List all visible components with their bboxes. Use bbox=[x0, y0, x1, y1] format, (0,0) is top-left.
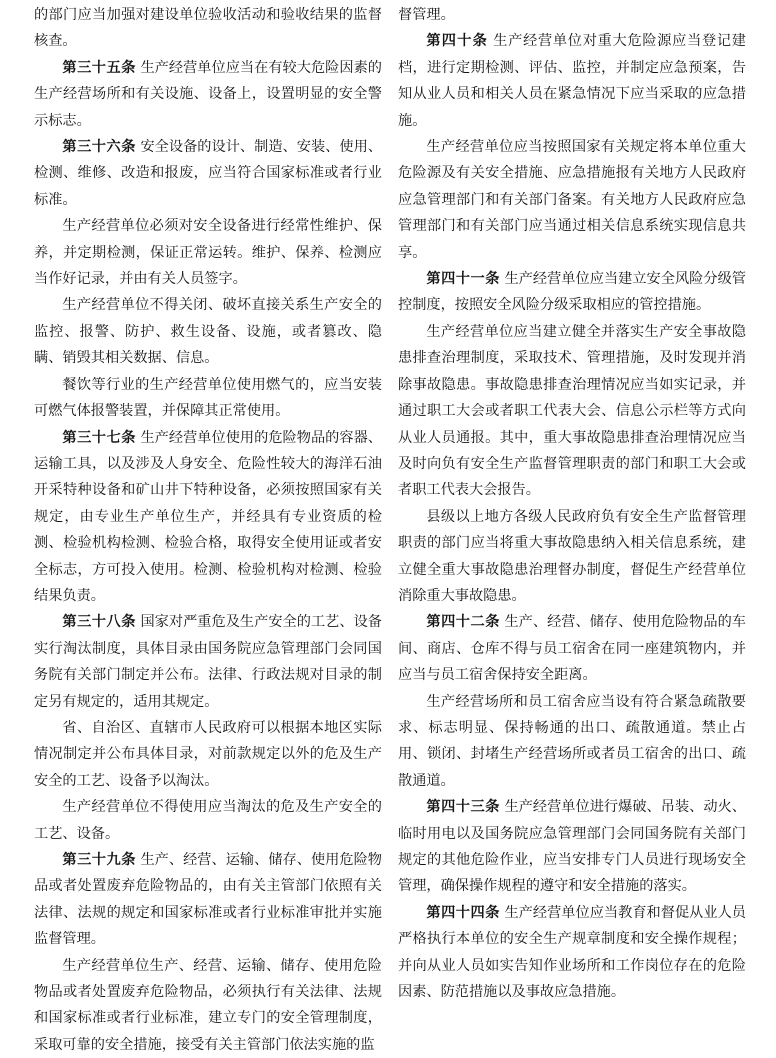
paragraph bbox=[398, 504, 746, 610]
article-paragraph bbox=[398, 28, 746, 134]
article-heading: 第四十二条 bbox=[426, 614, 500, 631]
paragraph-text: 生产经营单位对重大危险源应当登记建档，进行定期检测、评估、监控，并制定应急预案，告知从业人员和相关人员在紧急情况下应当采取的应急措施。 bbox=[398, 33, 746, 129]
article-paragraph bbox=[34, 847, 382, 953]
paragraph-text: 督管理。 bbox=[398, 7, 455, 23]
article-paragraph bbox=[398, 900, 746, 1006]
paragraph bbox=[34, 715, 382, 794]
paragraph bbox=[398, 689, 746, 795]
article-paragraph bbox=[34, 425, 382, 610]
paragraph-text: 生产经营单位不得使用应当淘汰的危及生产安全的工艺、设备。 bbox=[34, 799, 382, 842]
article-heading: 第四十一条 bbox=[426, 271, 500, 288]
paragraph bbox=[34, 372, 382, 425]
article-paragraph bbox=[34, 134, 382, 213]
paragraph bbox=[34, 2, 382, 55]
paragraph-text: 生产经营单位生产、经营、运输、储存、使用危险物品或者处置废弃危险物品，必须执行有关法律、法规和国家标准或者行业标准，建立专门的安全管理制度，采取可靠的安全措施，接受有关主管部门依法实施的监 bbox=[34, 957, 382, 1053]
article-paragraph bbox=[398, 794, 746, 900]
article-heading: 第三十五条 bbox=[62, 59, 136, 76]
article-heading: 第三十六条 bbox=[62, 139, 136, 156]
paragraph-text: 生产经营单位进行爆破、吊装、动火、临时用电以及国务院应急管理部门会同国务院有关部门规定的其他危险作业，应当安排专门人员进行现场安全管理，确保操作规程的遵守和安全措施的落实。 bbox=[398, 799, 746, 895]
paragraph-text: 生产经营单位不得关闭、破坏直接关系生产安全的监控、报警、防护、救生设备、设施，或者篡改、隐瞒、销毁其相关数据、信息。 bbox=[34, 297, 382, 367]
paragraph-text: 生产经营单位应当建立健全并落实生产安全事故隐患排查治理制度，采取技术、管理措施，及时发现并消除事故隐患。事故隐患排查治理情况应当如实记录，并通过职工大会或者职工代表大会、信息公示栏等方式向从业人员通报。其中，重大事故隐患排查治理情况应当及时向负有安全生产监督管理职责的部门和职工大会或者职工代表大会报告。 bbox=[398, 323, 746, 499]
paragraph-text: 生产、经营、运输、储存、使用危险物品或者处置废弃危险物品的，由有关主管部门依照有关法律、法规的规定和国家标准或者行业标准审批并实施监督管理。 bbox=[34, 852, 382, 948]
paragraph-text: 生产经营单位应当教育和督促从业人员严格执行本单位的安全生产规章制度和安全操作规程；并向从业人员如实告知作业场所和工作岗位存在的危险因素、防范措施以及事故应急措施。 bbox=[398, 904, 746, 1001]
paragraph bbox=[398, 2, 746, 28]
paragraph-text: 餐饮等行业的生产经营单位使用燃气的，应当安装可燃气体报警装置，并保障其正常使用。 bbox=[34, 376, 382, 420]
article-heading: 第四十四条 bbox=[426, 904, 500, 921]
article-heading: 第三十九条 bbox=[62, 852, 136, 868]
paragraph-text: 的部门应当加强对建设单位验收活动和验收结果的监督核查。 bbox=[34, 7, 382, 50]
left-column bbox=[34, 2, 382, 1053]
paragraph-text: 生产经营单位应当按照国家有关规定将本单位重大危险源及有关安全措施、应急措施报有关地方人民政府应急管理部门和有关部门备案。有关地方人民政府应急管理部门和有关部门应当通过相关信息系统实现信息共享。 bbox=[398, 139, 746, 261]
article-paragraph bbox=[398, 266, 746, 319]
paragraph bbox=[34, 953, 382, 1058]
article-heading: 第三十八条 bbox=[62, 614, 136, 631]
article-heading: 第四十三条 bbox=[426, 799, 500, 816]
paragraph-text: 生产经营单位使用的危险物品的容器、运输工具，以及涉及人身安全、危险性较大的海洋石油开采特种设备和矿山井下特种设备，必须按照国家有关规定，由专业生产单位生产，并经具有专业资质的检测、检验机构检测、检验合格，取得安全使用证或者安全标志，方可投入使用。检测、检验机构对检测、检验结果负责。 bbox=[34, 429, 382, 604]
paragraph bbox=[34, 292, 382, 371]
article-heading: 第三十七条 bbox=[62, 429, 136, 446]
paragraph-text: 省、自治区、直辖市人民政府可以根据本地区实际情况制定并公布具体目录，对前款规定以外的危及生产安全的工艺、设备予以淘汰。 bbox=[34, 719, 382, 789]
paragraph-text: 生产经营单位应当在有较大危险因素的生产经营场所和有关设施、设备上，设置明显的安全警示标志。 bbox=[34, 59, 382, 129]
article-paragraph bbox=[34, 609, 382, 715]
paragraph-text: 生产经营单位应当建立安全风险分级管控制度，按照安全风险分级采取相应的管控措施。 bbox=[398, 271, 746, 314]
article-paragraph bbox=[34, 55, 382, 134]
article-heading: 第四十条 bbox=[426, 33, 489, 50]
paragraph-text: 生产、经营、储存、使用危险物品的车间、商店、仓库不得与员工宿舍在同一座建筑物内，并应当与员工宿舍保持安全距离。 bbox=[398, 614, 746, 684]
paragraph-text: 生产经营场所和员工宿舍应当设有符合紧急疏散要求、标志明显、保持畅通的出口、疏散通道。禁止占用、锁闭、封堵生产经营场所或者员工宿舍的出口、疏散通道。 bbox=[398, 693, 746, 789]
paragraph-text: 国家对严重危及生产安全的工艺、设备实行淘汰制度，具体目录由国务院应急管理部门会同国务院有关部门制定并公布。法律、行政法规对目录的制定另有规定的，适用其规定。 bbox=[34, 614, 382, 710]
paragraph-text: 县级以上地方各级人民政府负有安全生产监督管理职责的部门应当将重大事故隐患纳入相关信息系统，建立健全重大事故隐患治理督办制度，督促生产经营单位消除重大事故隐患。 bbox=[398, 508, 746, 604]
paragraph bbox=[398, 319, 746, 504]
article-paragraph bbox=[398, 609, 746, 688]
paragraph bbox=[34, 794, 382, 847]
paragraph bbox=[34, 213, 382, 292]
paragraph bbox=[398, 134, 746, 266]
paragraph-text: 安全设备的设计、制造、安装、使用、检测、维修、改造和报废，应当符合国家标准或者行业标准。 bbox=[34, 139, 382, 208]
right-column bbox=[398, 2, 746, 1001]
paragraph-text: 生产经营单位必须对安全设备进行经常性维护、保养，并定期检测，保证正常运转。维护、保养、检测应当作好记录，并由有关人员签字。 bbox=[34, 218, 382, 288]
